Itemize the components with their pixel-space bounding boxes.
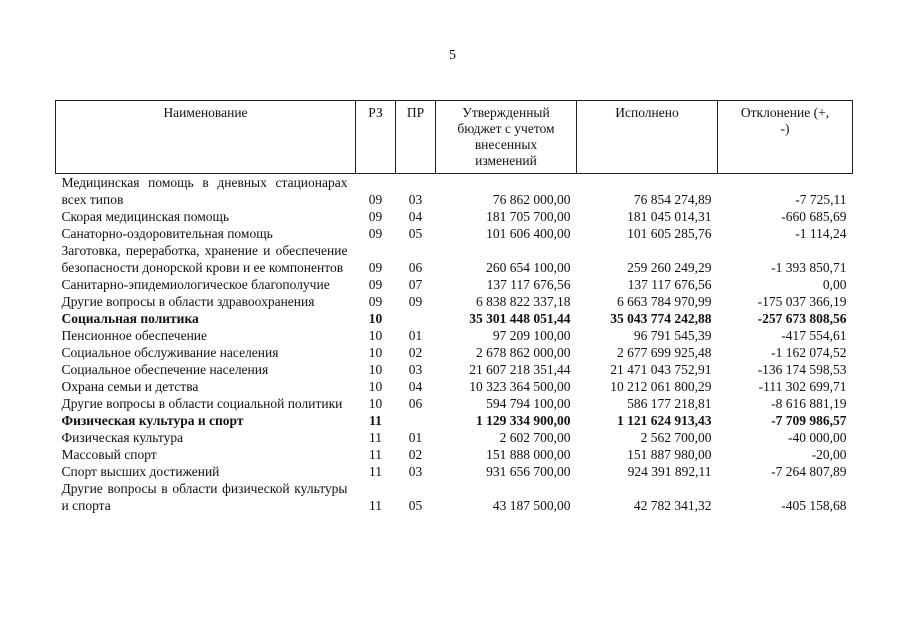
row-executed: 181 045 014,31	[627, 209, 712, 224]
row-executed: 151 887 980,00	[627, 447, 712, 462]
row-rz: 09	[368, 294, 383, 309]
row-rz: 11	[369, 430, 382, 445]
table-row	[56, 344, 853, 361]
table-row	[56, 327, 853, 344]
row-name: Социальная политика	[61, 311, 199, 326]
row-deviation: -7 709 986,57	[771, 413, 847, 428]
row-name: Спорт высших достижений	[61, 464, 220, 479]
row-budget: 151 888 000,00	[486, 447, 571, 462]
row-rz: 10	[368, 311, 383, 326]
table-row	[56, 293, 853, 310]
row-deviation: -1 162 074,52	[771, 345, 847, 360]
row-budget: 594 794 100,00	[486, 396, 571, 411]
table-row	[56, 361, 853, 378]
row-budget: 931 656 700,00	[486, 464, 571, 479]
row-budget: 6 838 822 337,18	[476, 294, 571, 309]
row-deviation: -8 616 881,19	[771, 396, 847, 411]
row-deviation: -1 393 850,71	[771, 260, 847, 275]
row-rz: 10	[368, 328, 383, 343]
row-executed: 21 471 043 752,91	[610, 362, 712, 377]
row-budget: 35 301 448 051,44	[469, 311, 571, 326]
row-executed: 137 117 676,56	[627, 277, 712, 292]
row-rz: 10	[368, 345, 383, 360]
row-name: Социальное обеспечение населения	[61, 362, 269, 377]
row-name: Физическая культура	[61, 430, 184, 445]
row-deviation: 0,00	[822, 277, 847, 292]
row-pr: 02	[408, 447, 423, 462]
row-deviation: -1 114,24	[795, 226, 847, 241]
row-executed: 101 605 285,76	[627, 226, 712, 241]
row-deviation: -20,00	[811, 447, 847, 462]
row-name: Массовый спорт	[61, 447, 157, 462]
table-row	[56, 480, 853, 514]
row-pr: 05	[408, 498, 423, 513]
row-name: Скорая медицинская помощь	[61, 209, 230, 224]
row-pr: 03	[408, 362, 423, 377]
table-row	[56, 174, 853, 209]
header-rz: РЗ	[356, 101, 396, 174]
header-executed: Исполнено	[577, 101, 718, 174]
row-name: Пенсионное обеспечение	[61, 328, 208, 343]
row-rz: 11	[369, 447, 382, 462]
row-pr: 04	[408, 379, 423, 394]
row-deviation: -660 685,69	[781, 209, 847, 224]
table-row	[56, 225, 853, 242]
row-rz: 10	[368, 362, 383, 377]
row-budget: 76 862 000,00	[492, 192, 571, 207]
row-pr: 06	[408, 396, 423, 411]
row-budget: 21 607 218 351,44	[469, 362, 571, 377]
table-row	[56, 395, 853, 412]
row-deviation: -7 264 807,89	[771, 464, 847, 479]
row-executed: 2 562 700,00	[640, 430, 712, 445]
row-executed: 1 121 624 913,43	[617, 413, 712, 428]
row-pr: 02	[408, 345, 423, 360]
table-body	[56, 174, 853, 515]
row-name: Другие вопросы в области социальной политики	[61, 396, 343, 411]
header-pr: ПР	[396, 101, 436, 174]
table-row	[56, 378, 853, 395]
row-deviation: -257 673 808,56	[757, 311, 847, 326]
row-pr: 03	[408, 192, 423, 207]
row-name: Другие вопросы в области физической культуры и спорта	[61, 481, 348, 513]
row-name: Санитарно-эпидемиологическое благополучие	[61, 277, 330, 292]
header-deviation: Отклонение (+, -)	[718, 101, 853, 174]
row-rz: 09	[368, 192, 383, 207]
row-rz: 11	[369, 498, 382, 513]
budget-execution-table	[55, 100, 853, 514]
table-row	[56, 208, 853, 225]
row-executed: 586 177 218,81	[627, 396, 712, 411]
row-pr: 01	[408, 430, 423, 445]
row-name: Другие вопросы в области здравоохранения	[61, 294, 315, 309]
row-deviation: -136 174 598,53	[757, 362, 847, 377]
row-pr: 07	[408, 277, 423, 292]
row-budget: 2 678 862 000,00	[476, 345, 571, 360]
row-deviation: -111 302 699,71	[758, 379, 847, 394]
row-budget: 97 209 100,00	[492, 328, 571, 343]
header-budget: Утвержденный бюджет с учетом внесенных изменений	[436, 101, 577, 174]
row-budget: 10 323 364 500,00	[469, 379, 571, 394]
row-deviation: -405 158,68	[781, 498, 847, 513]
row-name: Санаторно-оздоровительная помощь	[61, 226, 273, 241]
row-executed: 96 791 545,39	[633, 328, 712, 343]
table-row	[56, 463, 853, 480]
row-executed: 35 043 774 242,88	[610, 311, 712, 326]
row-executed: 42 782 341,32	[633, 498, 712, 513]
row-name: Медицинская помощь в дневных стационарах всех типов	[61, 175, 348, 207]
row-executed: 259 260 249,29	[627, 260, 712, 275]
row-pr: 05	[408, 226, 423, 241]
row-rz: 10	[368, 396, 383, 411]
row-executed: 2 677 699 925,48	[617, 345, 712, 360]
row-pr: 06	[408, 260, 423, 275]
row-deviation: -417 554,61	[781, 328, 847, 343]
table-row	[56, 276, 853, 293]
row-name: Социальное обслуживание населения	[61, 345, 279, 360]
row-rz: 11	[369, 464, 382, 479]
row-budget: 1 129 334 900,00	[476, 413, 571, 428]
row-budget: 181 705 700,00	[486, 209, 571, 224]
row-deviation: -40 000,00	[788, 430, 847, 445]
table-row	[56, 310, 853, 327]
row-pr: 03	[408, 464, 423, 479]
row-budget: 2 602 700,00	[499, 430, 571, 445]
row-rz: 09	[368, 277, 383, 292]
row-deviation: -7 725,11	[795, 192, 847, 207]
row-name: Заготовка, переработка, хранение и обеспечение безопасности донорской крови и ее компонентов	[61, 243, 348, 275]
row-pr	[396, 310, 436, 327]
row-budget: 101 606 400,00	[486, 226, 571, 241]
row-budget: 137 117 676,56	[486, 277, 571, 292]
row-executed: 10 212 061 800,29	[610, 379, 712, 394]
row-pr	[396, 412, 436, 429]
row-executed: 76 854 274,89	[633, 192, 712, 207]
table-row	[56, 242, 853, 276]
row-pr: 04	[408, 209, 423, 224]
row-rz: 09	[368, 209, 383, 224]
row-pr: 09	[408, 294, 423, 309]
table-header-row	[56, 101, 853, 174]
row-rz: 09	[368, 260, 383, 275]
row-budget: 43 187 500,00	[492, 498, 571, 513]
row-deviation: -175 037 366,19	[757, 294, 847, 309]
row-budget: 260 654 100,00	[486, 260, 571, 275]
row-name: Физическая культура и спорт	[61, 413, 244, 428]
header-name: Наименование	[56, 101, 356, 174]
row-name: Охрана семьи и детства	[61, 379, 199, 394]
table-row	[56, 429, 853, 446]
page-number: 5	[449, 48, 456, 63]
table-row	[56, 446, 853, 463]
row-pr: 01	[408, 328, 423, 343]
row-rz: 09	[368, 226, 383, 241]
table-row	[56, 412, 853, 429]
row-executed: 6 663 784 970,99	[617, 294, 712, 309]
row-rz: 11	[369, 413, 382, 428]
row-executed: 924 391 892,11	[627, 464, 712, 479]
row-rz: 10	[368, 379, 383, 394]
